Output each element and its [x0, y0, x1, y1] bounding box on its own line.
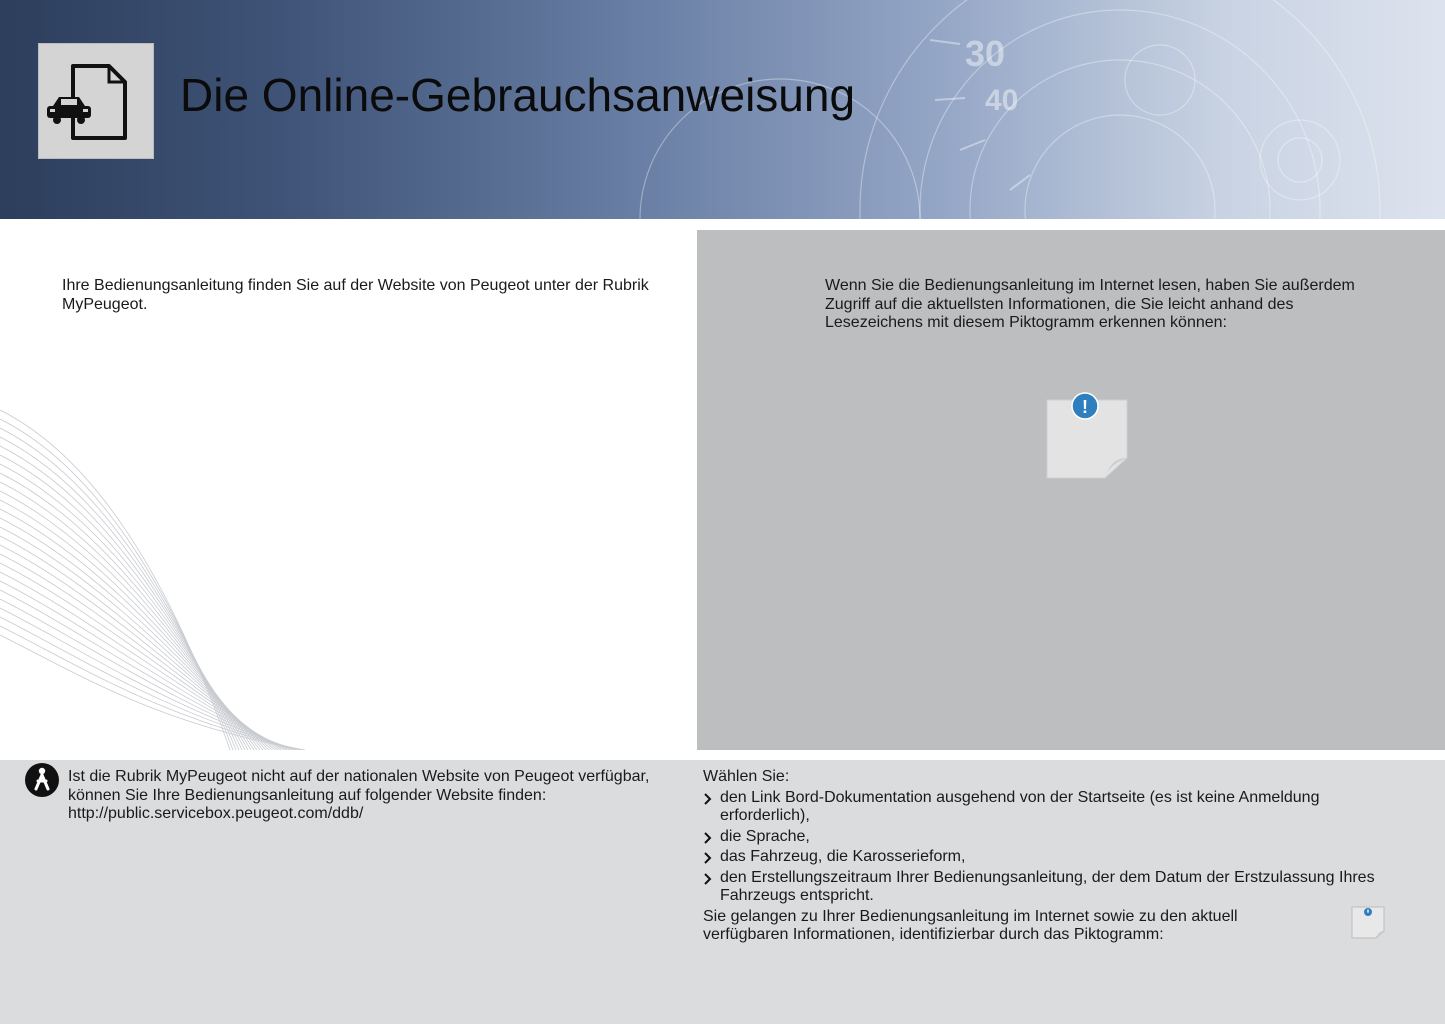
- page-title: Die Online-Gebrauchsanweisung: [180, 69, 856, 121]
- chevron-right-icon: [703, 873, 713, 885]
- speed-40-label: 40: [985, 84, 1019, 117]
- online-info-text: Wenn Sie die Bedienungsanleitung im Internet lesen, haben Sie außerdem Zugriff auf die aktuellsten Informationen, die Sie leicht anhand des Lesezeichens mit diesem Piktogramm erkennen können:: [825, 277, 1355, 331]
- closing-text: Sie gelangen zu Ihrer Bedienungsanleitung im Internet sowie zu den aktuell verfügbaren Informationen, identifizierbar durch das Piktogramm:: [703, 907, 1238, 943]
- list-item: [703, 869, 1393, 906]
- steps-list: [703, 789, 1393, 906]
- speed-30-label: 30: [965, 33, 1006, 74]
- selection-instructions: [703, 768, 1393, 945]
- chevron-right-icon: [703, 852, 713, 864]
- step-text: die Sprache,: [720, 827, 810, 845]
- list-item: [703, 789, 1393, 826]
- list-item: [703, 848, 1393, 867]
- list-item: [703, 828, 1393, 847]
- instructions-lead: Wählen Sie:: [703, 768, 790, 785]
- step-text: den Erstellungszeitraum Ihrer Bedienungsanleitung, der dem Datum der Erstzulassung Ihres Fahrzeugs entspricht.: [720, 868, 1375, 904]
- info-person-icon: [24, 762, 60, 798]
- wave-lines-decor: [0, 400, 320, 750]
- step-text: das Fahrzeug, die Karosserieform,: [720, 848, 966, 865]
- chevron-right-icon: [703, 832, 713, 844]
- bookmark-info-icon: [1045, 392, 1129, 480]
- step-text: den Link Bord-Dokumentation ausgehend von der Startseite (es ist keine Anmeldung erforderlich),: [720, 788, 1320, 824]
- alternative-website-text: Ist die Rubrik MyPeugeot nicht auf der nationalen Website von Peugeot verfügbar, können Sie Ihre Bedienungsanleitung auf folgender Website finden: http://public.servicebox.peugeot.com/ddb/: [68, 768, 650, 822]
- info-exclamation: !: [1082, 397, 1088, 417]
- header-banner: [0, 0, 1445, 219]
- intro-text: Ihre Bedienungsanleitung finden Sie auf der Website von Peugeot unter der Rubrik MyPeugeot.: [62, 277, 649, 313]
- bookmark-info-small-icon: [1351, 905, 1385, 939]
- car-document-icon: [38, 43, 154, 159]
- chevron-right-icon: [703, 793, 713, 805]
- online-info-panel: [697, 230, 1445, 750]
